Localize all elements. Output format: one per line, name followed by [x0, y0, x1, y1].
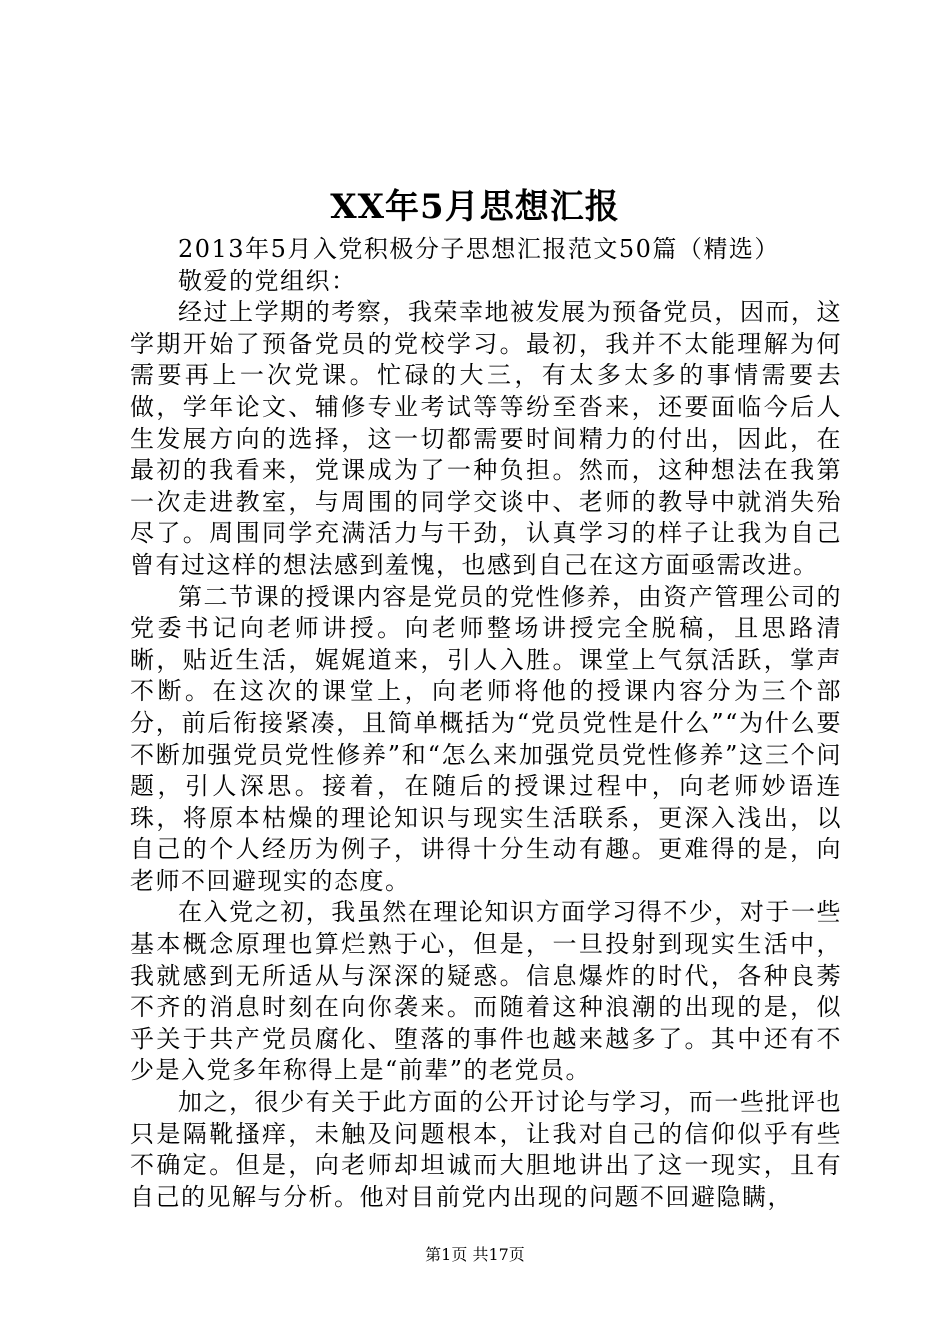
- salutation: 敬爱的党组织：: [178, 266, 357, 295]
- paragraph: 在入党之初，我虽然在理论知识方面学习得不少，对于一些基本概念原理也算烂熟于心，但是，一旦投射到现实生活中，我就感到无所适从与深深的疑惑。信息爆炸的时代，各种良莠不齐的消息时刻在向你袭来。而随着这种浪潮的出现的是，似乎关于共产党员腐化、堕落的事件也越来越多了。其中还有不少是入党多年称得上是“前辈”的老党员。: [130, 898, 842, 1085]
- document-body: [130, 234, 842, 1213]
- document-title: XX年5月思想汇报: [330, 187, 620, 227]
- subtitle-line: 2013年5月入党积极分子思想汇报范文50篇（精选）: [178, 235, 780, 263]
- paragraph: 加之，很少有关于此方面的公开讨论与学习，而一些批评也只是隔靴搔痒，未触及问题根本，让我对自己的信仰似乎有些不确定。但是，向老师却坦诚而大胆地讲出了这一现实，且有自己的见解与分析。他对目前党内出现的问题不回避隐瞒，: [130, 1088, 842, 1211]
- paragraph: 经过上学期的考察，我荣幸地被发展为预备党员，因而，这学期开始了预备党员的党校学习。最初，我并不太能理解为何需要再上一次党课。忙碌的大三，有太多太多的事情需要去做，学年论文、辅修专业考试等等纷至沓来，还要面临今后人生发展方向的选择，这一切都需要时间精力的付出，因此，在最初的我看来，党课成为了一种负担。然而，这种想法在我第一次走进教室，与周围的同学交谈中、老师的教导中就消失殆尽了。周围同学充满活力与干劲，认真学习的样子让我为自己曾有过这样的想法感到羞愧，也感到自己在这方面亟需改进。: [130, 298, 842, 579]
- paragraph: 第二节课的授课内容是党员的党性修养，由资产管理公司的党委书记向老师讲授。向老师整场讲授完全脱稿，且思路清晰，贴近生活，娓娓道来，引人入胜。课堂上气氛活跃，掌声不断。在这次的课堂上，向老师将他的授课内容分为三个部分，前后衔接紧凑，且简单概括为“党员党性是什么”“为什么要不断加强党员党性修养”和“怎么来加强党员党性修养”这三个问题，引人深思。接着，在随后的授课过程中，向老师妙语连珠，将原本枯燥的理论知识与现实生活联系，更深入浅出，以自己的个人经历为例子，讲得十分生动有趣。更难得的是，向老师不回避现实的态度。: [130, 582, 842, 895]
- page-footer: 第1页 共17页: [425, 1245, 525, 1264]
